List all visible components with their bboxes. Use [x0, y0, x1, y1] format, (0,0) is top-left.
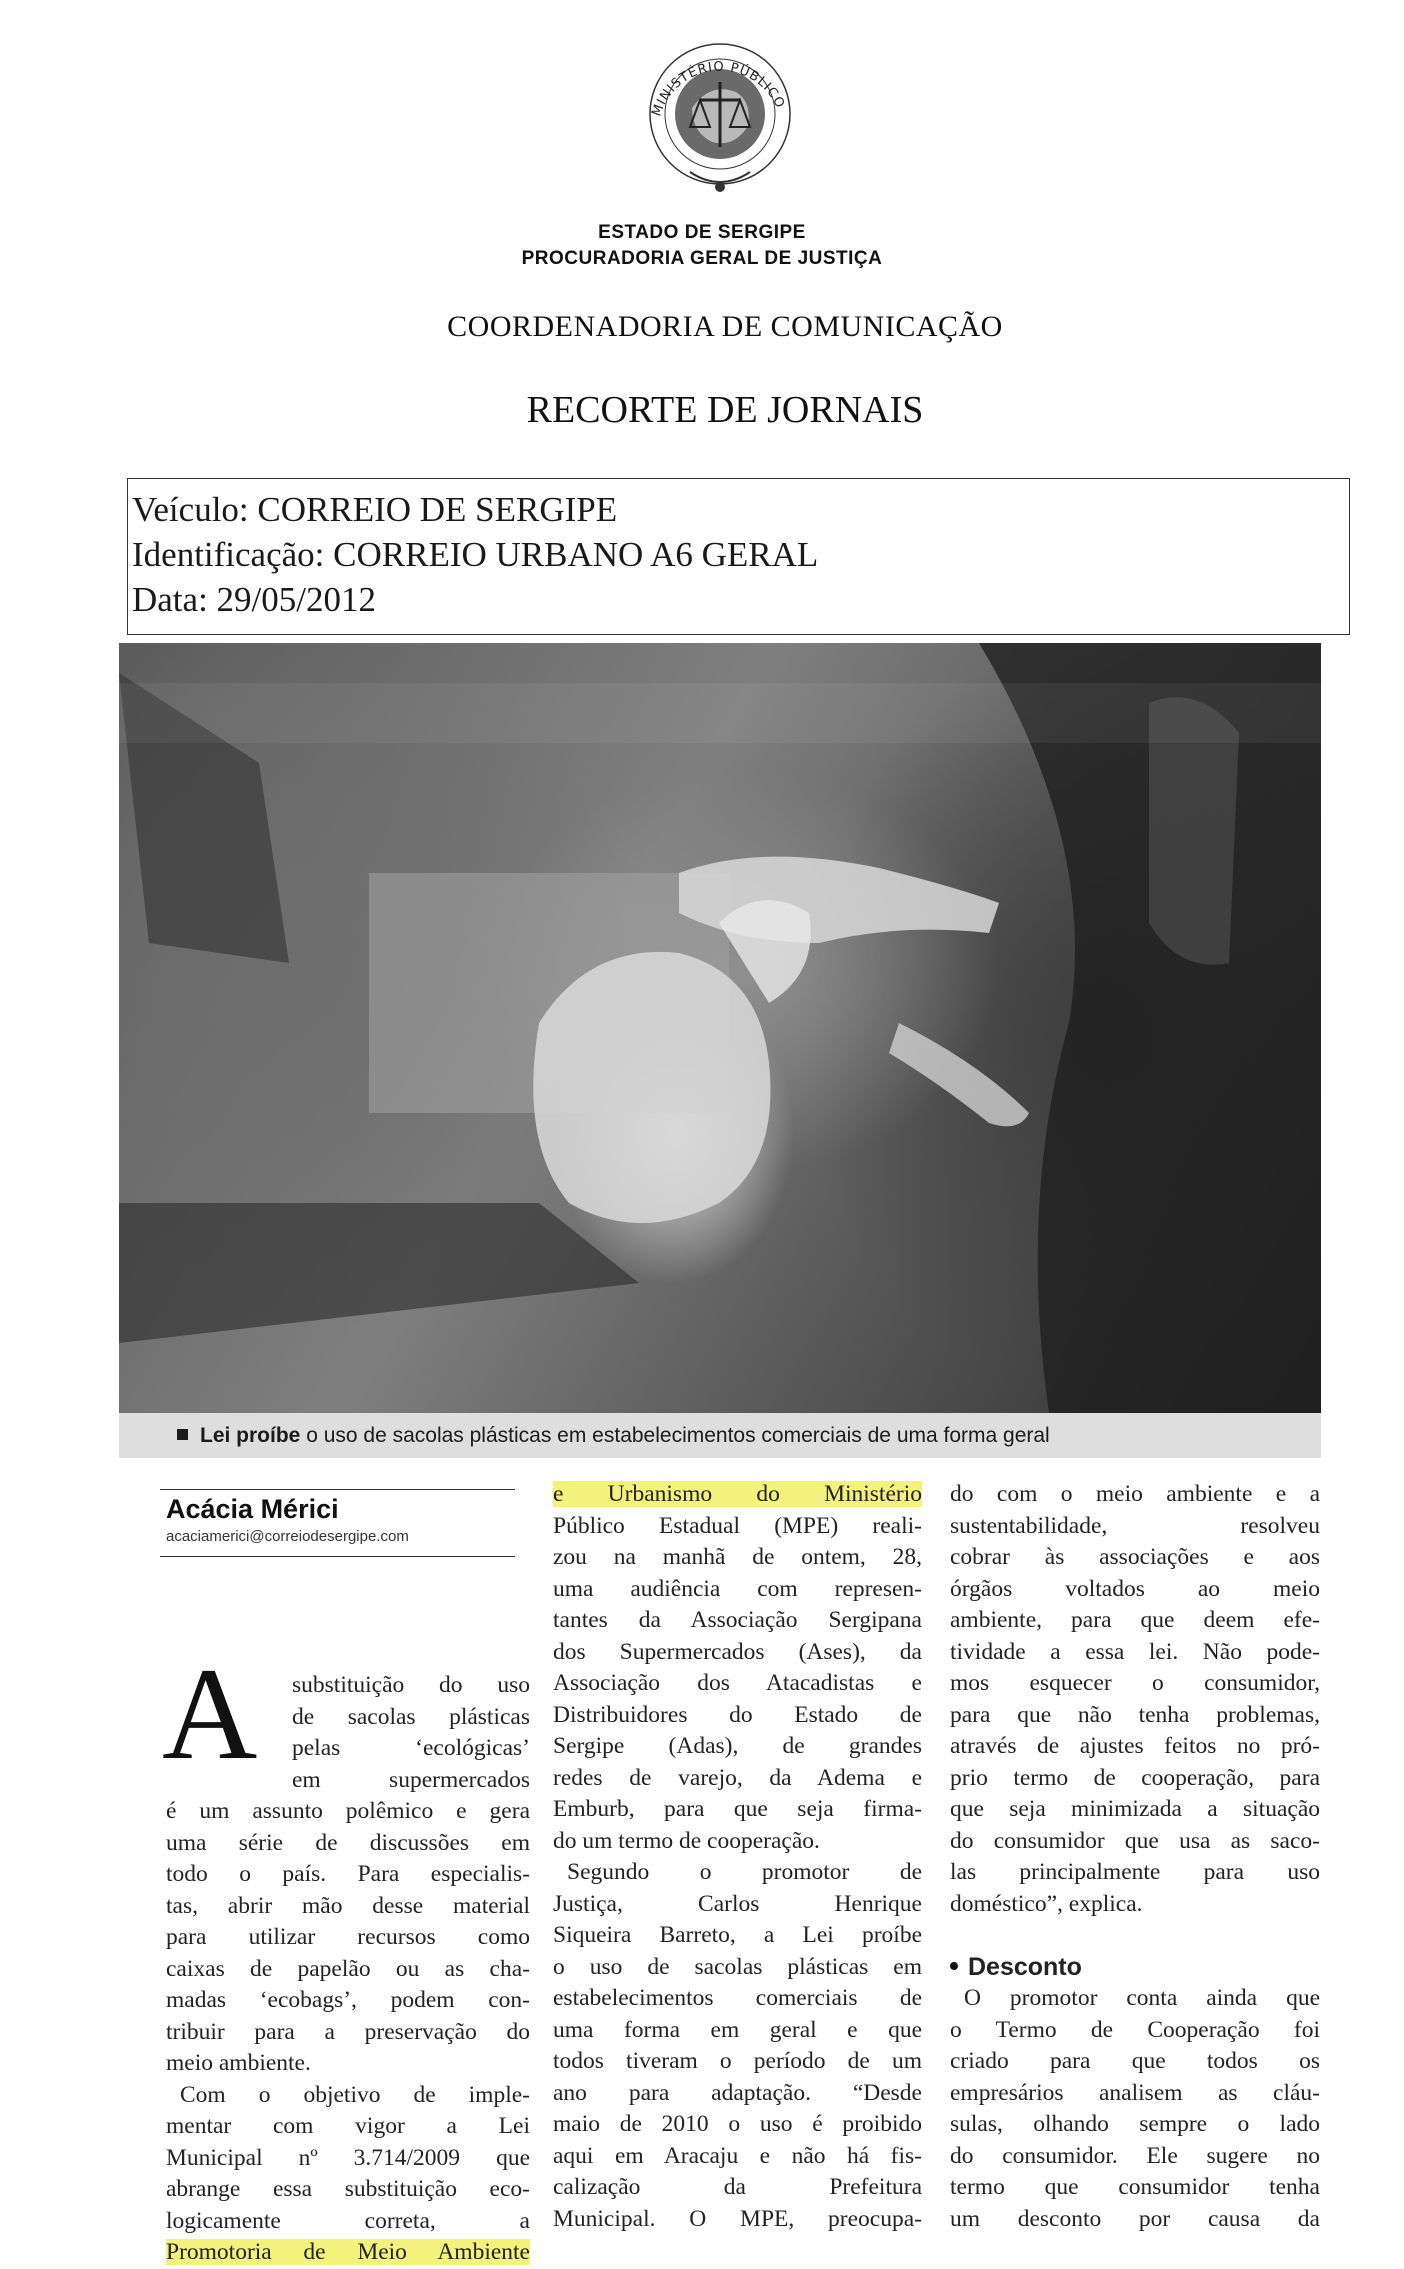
- text-line-wrap: [553, 1479, 922, 1511]
- article-photo: [119, 643, 1321, 1413]
- text-line: do consumidor que usa as saco-: [950, 1827, 1320, 1854]
- text-line: ano para adaptação. “Desde: [553, 2079, 922, 2106]
- text-line: em supermercados: [292, 1766, 530, 1793]
- text-line: tribuir para a preservação do: [166, 2018, 530, 2045]
- text-line: uma audiência com represen-: [553, 1575, 922, 1602]
- text-line: doméstico”, explica.: [950, 1890, 1143, 1917]
- text-line: maio de 2010 o uso é proibido: [553, 2111, 922, 2137]
- text-line: que seja minimizada a situação: [950, 1796, 1320, 1822]
- photo-caption: [119, 1413, 1321, 1458]
- text-line: redes de varejo, da Adema e: [553, 1764, 922, 1791]
- text-line: abrange essa substituição eco-: [166, 2176, 530, 2202]
- text-line: estabelecimentos comerciais de: [553, 1985, 922, 2011]
- article-column-2: [553, 1479, 922, 2235]
- byline-top-rule: [160, 1489, 515, 1490]
- text-line: meio ambiente.: [166, 2050, 311, 2076]
- state-header: ESTADO DE SERGIPE: [598, 222, 806, 243]
- text-line: Sergipe (Adas), de grandes: [553, 1733, 922, 1759]
- text-line: tividade a essa lei. Não pode-: [950, 1638, 1320, 1665]
- text-line: um desconto por causa da: [950, 2205, 1320, 2232]
- text-line: sulas, olhando sempre o lado: [950, 2111, 1320, 2137]
- info-data: Data: 29/05/2012: [132, 580, 376, 619]
- text-line: Municipal. O MPE, preocupa-: [553, 2205, 922, 2232]
- text-line: mos esquecer o consumidor,: [950, 1670, 1320, 1696]
- text-line: aqui em Aracaju e não há fis-: [553, 2142, 922, 2169]
- text-line: calização da Prefeitura: [553, 2174, 922, 2200]
- byline-bottom-rule: [160, 1556, 515, 1557]
- text-line: órgãos voltados ao meio: [950, 1575, 1320, 1602]
- author-email: acaciamerici@correiodesergipe.com: [166, 1528, 409, 1545]
- coordenadoria-title: COORDENADORIA DE COMUNICAÇÃO: [447, 310, 1003, 343]
- text-line: dos Supermercados (Ases), da: [553, 1638, 922, 1665]
- text-line: do consumidor. Ele sugere no: [950, 2142, 1320, 2169]
- text-line: Público Estadual (MPE) reali-: [553, 1512, 922, 1539]
- text-line: o uso de sacolas plásticas em: [553, 1953, 922, 1980]
- text-line: é um assunto polêmico e gera: [166, 1798, 530, 1824]
- info-veiculo: Veículo: CORREIO DE SERGIPE: [132, 490, 618, 529]
- subhead-bullet-icon: [950, 1962, 958, 1970]
- caption-lead: Lei proíbe: [200, 1424, 301, 1447]
- text-line: mentar com vigor a Lei: [166, 2113, 530, 2139]
- subhead-line: [950, 1952, 1320, 1984]
- text-line: uma forma em geral e que: [553, 2016, 922, 2043]
- text-line: termo que consumidor tenha: [950, 2174, 1320, 2200]
- text-line: substituição do uso: [292, 1672, 530, 1698]
- caption-text: o uso de sacolas plásticas em estabelecimentos comerciais de uma forma geral: [300, 1424, 1050, 1447]
- text-line: de sacolas plásticas: [292, 1703, 530, 1730]
- text-line: para que não tenha problemas,: [950, 1701, 1320, 1728]
- article-column-1: [166, 1670, 530, 2269]
- text-line: madas ‘ecobags’, podem con-: [166, 1987, 530, 2013]
- highlighted-text: Promotoria de Meio Ambiente: [166, 2239, 530, 2265]
- text-line: O promotor conta ainda que: [964, 1985, 1320, 2011]
- recorte-title: RECORTE DE JORNAIS: [526, 389, 924, 431]
- text-line: prio termo de cooperação, para: [950, 1764, 1320, 1791]
- text-line: Siqueira Barreto, a Lei proíbe: [553, 1922, 922, 1948]
- text-line: Associação dos Atacadistas e: [553, 1670, 922, 1696]
- text-line: tantes da Associação Sergipana: [553, 1607, 922, 1633]
- ministerio-publico-seal: [630, 22, 810, 202]
- highlighted-text: e Urbanismo do Ministério: [553, 1481, 922, 1507]
- subhead-desconto: Desconto: [968, 1952, 1082, 1981]
- text-line: Justiça, Carlos Henrique: [553, 1890, 922, 1917]
- text-line: cobrar às associações e aos: [950, 1544, 1320, 1570]
- article-author: Acácia Mérici: [166, 1494, 339, 1524]
- text-line: todos tiveram o período de um: [553, 2048, 922, 2074]
- text-line: para utilizar recursos como: [166, 1924, 530, 1950]
- text-line: o Termo de Cooperação foi: [950, 2016, 1320, 2043]
- text-line: Com o objetivo de imple-: [180, 2081, 530, 2108]
- text-line-wrap: [166, 2237, 530, 2269]
- text-line: pelas ‘ecológicas’: [292, 1735, 530, 1761]
- text-line: Distribuidores do Estado de: [553, 1701, 922, 1728]
- procuradoria-header: PROCURADORIA GERAL DE JUSTIÇA: [521, 248, 883, 269]
- text-line: Municipal nº 3.714/2009 que: [166, 2144, 530, 2171]
- text-line: las principalmente para uso: [950, 1859, 1320, 1885]
- info-identificacao: Identificação: CORREIO URBANO A6 GERAL: [132, 535, 819, 574]
- article-column-3: [950, 1479, 1320, 2235]
- text-line: todo o país. Para especialis-: [166, 1861, 530, 1887]
- text-line: zou na manhã de ontem, 28,: [553, 1544, 922, 1570]
- text-line: empresários analisem as cláu-: [950, 2079, 1320, 2106]
- text-line: Emburb, para que seja firma-: [553, 1796, 922, 1822]
- text-line: do um termo de cooperação.: [553, 1827, 820, 1854]
- text-line: sustentabilidade, resolveu: [950, 1512, 1320, 1539]
- drop-cap: A: [162, 1640, 258, 1787]
- text-line: do com o meio ambiente e a: [950, 1481, 1320, 1507]
- text-line: tas, abrir mão desse material: [166, 1892, 530, 1919]
- text-line: criado para que todos os: [950, 2048, 1320, 2074]
- seal-lettering: MINISTÉRIO PÚBLICO: [649, 59, 788, 119]
- text-line: caixas de papelão ou as cha-: [166, 1955, 530, 1982]
- text-line: Segundo o promotor de: [567, 1859, 922, 1885]
- text-line: através de ajustes feitos no pró-: [950, 1733, 1320, 1759]
- text-line: ambiente, para que deem efe-: [950, 1607, 1320, 1633]
- blank-line: [950, 1920, 1320, 1952]
- text-line: logicamente correta, a: [166, 2207, 530, 2234]
- text-line: uma série de discussões em: [166, 1829, 530, 1856]
- caption-bullet-icon: [177, 1429, 188, 1440]
